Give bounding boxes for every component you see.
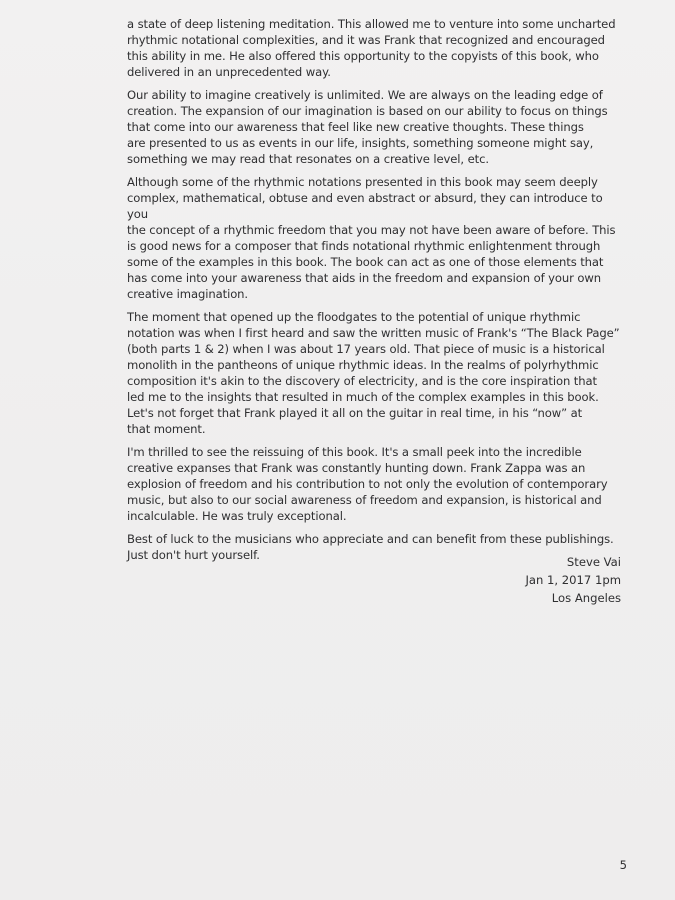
- signature-block: [525, 553, 621, 607]
- paragraph-3: Although some of the rhythmic notations presented in this book may seem deeply complex, mathematical, obtuse and even abstract or absurd, they can introduce to you the concept of a rhythmic freedom that you may not have been aware of before. This is good news for a composer that finds notational rhythmic enlightenment through some of the examples in this book. The book can act as one of those elements that has come into your awareness that aids in the freedom and expansion of your own creative imagination.: [127, 175, 616, 301]
- author-name: Steve Vai: [566, 555, 621, 569]
- signature-place: Los Angeles: [551, 591, 621, 605]
- paragraph-1: a state of deep listening meditation. This allowed me to venture into some uncharted rhythmic notational complexities, and it was Frank that recognized and encouraged this ability in me. He also offered this opportunity to the copyists of this book, who delivered in an unprecedented way.: [127, 17, 616, 79]
- page-number: 5: [619, 858, 627, 872]
- paragraph-5: I'm thrilled to see the reissuing of this book. It's a small peek into the incredible creative expanses that Frank was constantly hunting down. Frank Zappa was an explosion of freedom and his contribution to not only the evolution of contemporary music, but also to our social awareness of freedom and expansion, is historical and incalculable. He was truly exceptional.: [127, 445, 608, 523]
- paragraph-2: Our ability to imagine creatively is unlimited. We are always on the leading edge of creation. The expansion of our imagination is based on our ability to focus on things that come into our awareness that feel like new creative thoughts. These things are presented to us as events in our life, insights, something someone might say, something we may read that resonates on a creative level, etc.: [127, 88, 608, 166]
- body-text: [127, 16, 623, 570]
- paragraph-4: The moment that opened up the floodgates to the potential of unique rhythmic notation was when I first heard and saw the written music of Frank's “The Black Page” (both parts 1 & 2) when I was about 17 years old. That piece of music is a historical monolith in the pantheons of unique rhythmic ideas. In the realms of polyrhythmic composition it's akin to the discovery of electricity, and is the core inspiration that led me to the insights that resulted in much of the complex examples in this book. Let's not forget that Frank played it all on the guitar in real time, in his “now” at that moment.: [127, 310, 620, 436]
- signature-date: Jan 1, 2017 1pm: [525, 573, 621, 587]
- paragraph-6: Best of luck to the musicians who appreciate and can benefit from these publishings. Just don't hurt yourself.: [127, 532, 614, 562]
